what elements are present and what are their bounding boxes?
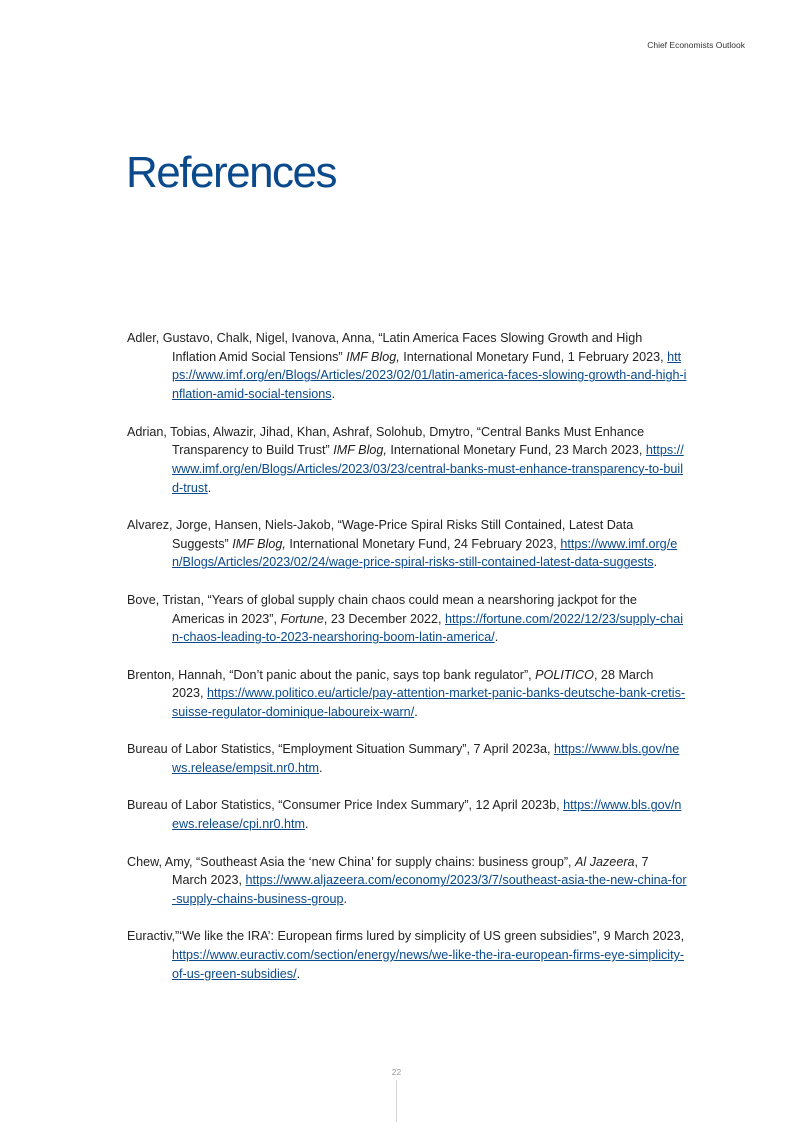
reference-item: Bureau of Labor Statistics, “Employment Situation Summary”, 7 April 2023a, https://www.bls.gov/news.release/empsit.nr0.htm.	[127, 742, 680, 776]
reference-text: Alvarez, Jorge, Hansen, Niels-Jakob, “Wage-Price Spiral Risks Still Contained, Latest Data Suggests”	[127, 518, 634, 551]
reference-details: , 7 March 2023,	[172, 854, 649, 888]
reference-item: Euractiv,”‘We like the IRA’: European firms lured by simplicity of US green subsidies”, 9 March 2023, https://www.euractiv.com/section/energy/news/we-like-the-ira-european-firms-eye-simplicity-of-us-green-subsidies/.	[127, 929, 685, 981]
reference-details: International Monetary Fund, 23 March 2023,	[386, 443, 646, 458]
reference-link[interactable]: https://www.aljazeera.com/economy/2023/3/7/southeast-asia-the-new-china-for-supply-chains-business-group	[172, 873, 687, 906]
reference-details: , 28 March 2023,	[172, 667, 654, 701]
reference-text: Euractiv,”‘We like the IRA’: European firms lured by simplicity of US green subsidies”, 9 March 2023,	[127, 929, 685, 944]
reference-text: Adrian, Tobias, Alwazir, Jihad, Khan, Ashraf, Solohub, Dmytro, “Central Banks Must Enhance Transparency to Build Trust”	[127, 424, 645, 458]
reference-list	[127, 329, 687, 1002]
reference-text: Bureau of Labor Statistics, “Consumer Price Index Summary”, 12 April 2023b,	[127, 798, 564, 813]
reference-link[interactable]: https://www.imf.org/en/Blogs/Articles/2023/02/01/latin-america-faces-slowing-growth-and-high-inflation-amid-social-tensions	[172, 349, 687, 402]
reference-link[interactable]: https://www.bls.gov/news.release/empsit.nr0.htm	[172, 742, 680, 776]
publication-name: IMF Blog,	[346, 349, 400, 364]
reference-item: Brenton, Hannah, “Don’t panic about the panic, says top bank regulator”, POLITICO, 28 March 2023, https://www.politico.eu/article/pay-attention-market-panic-banks-deutsche-bank-cretis-suisse-regulator-dominique-laboureix-warn/.	[127, 667, 686, 719]
reference-link[interactable]: https://www.imf.org/en/Blogs/Articles/2023/03/23/central-banks-must-enhance-transparency-to-build-trust	[172, 443, 684, 495]
reference-details: International Monetary Fund, 24 February 2023,	[285, 536, 561, 551]
reference-item: Chew, Amy, “Southeast Asia the ‘new China’ for supply chains: business group”, Al Jazeera, 7 March 2023, https://www.aljazeera.com/economy/2023/3/7/southeast-asia-the-new-china-for-supply-chains-business-group.	[127, 854, 687, 906]
publication-name: IMF Blog,	[232, 536, 286, 551]
running-header: Chief Economists Outlook	[647, 40, 745, 50]
reference-item: Bove, Tristan, “Years of global supply chain chaos could mean a nearshoring jackpot for the Americas in 2023”, Fortune, 23 December 2022, https://fortune.com/2022/12/23/supply-chain-chaos-leading-to-2023-nearshoring-boom-latin-america/.	[127, 592, 684, 645]
reference-link[interactable]: https://www.politico.eu/article/pay-attention-market-panic-banks-deutsche-bank-cretis-suisse-regulator-dominique-laboureix-warn/	[172, 686, 686, 719]
reference-text: Brenton, Hannah, “Don’t panic about the panic, says top bank regulator”,	[127, 667, 536, 682]
reference-details: International Monetary Fund, 1 February 2023,	[399, 349, 668, 364]
reference-details: , 23 December 2022,	[323, 611, 446, 626]
publication-name: Fortune	[280, 611, 324, 626]
reference-text: Chew, Amy, “Southeast Asia the ‘new China’ for supply chains: business group”,	[127, 854, 576, 869]
page-number: 22	[391, 1067, 402, 1077]
reference-item: Adler, Gustavo, Chalk, Nigel, Ivanova, Anna, “Latin America Faces Slowing Growth and High Inflation Amid Social Tensions” IMF Blog, International Monetary Fund, 1 February 2023, https://www.imf.org/en/Blogs/Articles/2023/02/01/latin-america-faces-slowing-growth-and-high-inflation-amid-social-tensions.	[127, 331, 687, 402]
reference-link[interactable]: https://fortune.com/2022/12/23/supply-chain-chaos-leading-to-2023-nearshoring-boom-latin-america/	[172, 611, 684, 645]
reference-text: Adler, Gustavo, Chalk, Nigel, Ivanova, Anna, “Latin America Faces Slowing Growth and High Inflation Amid Social Tensions”	[127, 331, 643, 364]
page-title: References	[126, 148, 337, 197]
reference-text: Bureau of Labor Statistics, “Employment Situation Summary”, 7 April 2023a,	[127, 742, 554, 757]
reference-item: Alvarez, Jorge, Hansen, Niels-Jakob, “Wage-Price Spiral Risks Still Contained, Latest Data Suggests” IMF Blog, International Monetary Fund, 24 February 2023, https://www.imf.org/en/Blogs/Articles/2023/02/24/wage-price-spiral-risks-still-contained-latest-data-suggests.	[127, 518, 678, 570]
publication-name: Al Jazeera	[575, 854, 635, 869]
reference-link[interactable]: https://www.imf.org/en/Blogs/Articles/2023/02/24/wage-price-spiral-risks-still-contained-latest-data-suggests	[172, 536, 678, 570]
reference-link[interactable]: https://www.euractiv.com/section/energy/news/we-like-the-ira-european-firms-eye-simplicity-of-us-green-subsidies/	[172, 948, 685, 981]
publication-name: IMF Blog,	[333, 443, 387, 458]
reference-item: Adrian, Tobias, Alwazir, Jihad, Khan, Ashraf, Solohub, Dmytro, “Central Banks Must Enhance Transparency to Build Trust” IMF Blog, International Monetary Fund, 23 March 2023, https://www.imf.org/en/Blogs/Articles/2023/03/23/central-banks-must-enhance-transparency-to-build-trust.	[127, 424, 684, 495]
reference-link[interactable]: https://www.bls.gov/news.release/cpi.nr0.htm	[172, 798, 682, 832]
reference-item: Bureau of Labor Statistics, “Consumer Price Index Summary”, 12 April 2023b, https://www.bls.gov/news.release/cpi.nr0.htm.	[127, 798, 682, 832]
publication-name: POLITICO	[535, 667, 594, 682]
footer-divider	[396, 1080, 397, 1122]
reference-text: Bove, Tristan, “Years of global supply chain chaos could mean a nearshoring jackpot for the Americas in 2023”,	[127, 592, 637, 626]
